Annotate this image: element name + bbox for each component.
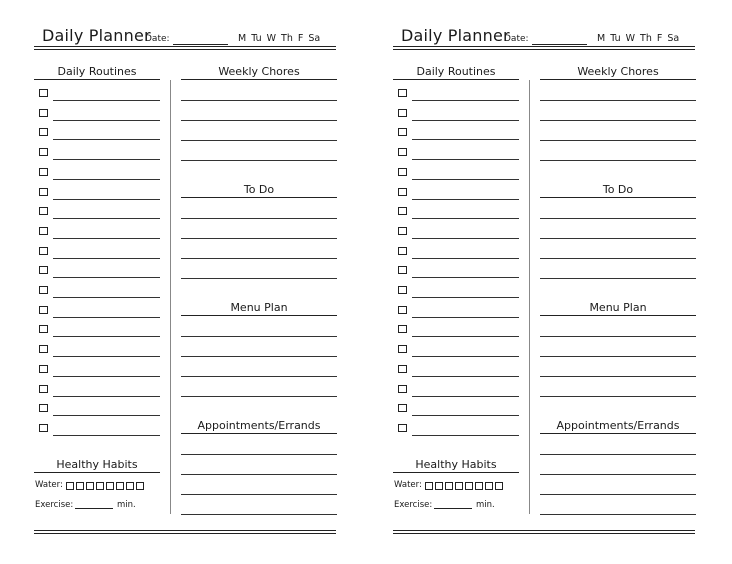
routine-checkbox[interactable] <box>398 404 407 412</box>
routine-write-line[interactable] <box>53 376 160 377</box>
section-rule <box>34 79 160 80</box>
routine-checkbox[interactable] <box>398 148 407 156</box>
water-checkbox[interactable] <box>96 482 104 490</box>
routine-checkbox[interactable] <box>39 227 48 235</box>
routine-checkbox[interactable] <box>39 365 48 373</box>
water-checkbox[interactable] <box>435 482 443 490</box>
write-line[interactable] <box>540 140 696 141</box>
routine-write-line[interactable] <box>53 277 160 278</box>
header-double-rule <box>393 46 695 50</box>
write-line[interactable] <box>181 474 337 475</box>
exercise-label: Exercise: <box>35 500 74 510</box>
water-label: Water: <box>394 480 422 490</box>
water-checkbox[interactable] <box>116 482 124 490</box>
write-line[interactable] <box>181 376 337 377</box>
section-rule <box>34 472 160 473</box>
routine-checkbox[interactable] <box>39 148 48 156</box>
routine-write-line[interactable] <box>53 139 160 140</box>
header-double-rule <box>34 46 336 50</box>
routine-checkbox[interactable] <box>39 385 48 393</box>
exercise-unit: min. <box>476 500 495 510</box>
write-line[interactable] <box>540 376 696 377</box>
weekday-selector[interactable]: M Tu W Th F Sa <box>597 33 680 44</box>
routine-checkbox[interactable] <box>398 424 407 432</box>
routine-write-line[interactable] <box>412 218 519 219</box>
routine-checkbox[interactable] <box>39 345 48 353</box>
weekday-selector[interactable]: M Tu W Th F Sa <box>238 33 321 44</box>
date-field[interactable] <box>532 44 587 45</box>
routine-checkbox[interactable] <box>39 286 48 294</box>
routine-write-line[interactable] <box>53 356 160 357</box>
routine-checkbox[interactable] <box>398 247 407 255</box>
write-line[interactable] <box>540 160 696 161</box>
routine-write-line[interactable] <box>412 179 519 180</box>
section-heading-healthy-habits: Healthy Habits <box>56 458 138 471</box>
routine-checkbox[interactable] <box>39 424 48 432</box>
water-checkbox[interactable] <box>485 482 493 490</box>
water-checkbox[interactable] <box>76 482 84 490</box>
routine-write-line[interactable] <box>412 435 519 436</box>
routine-checkbox[interactable] <box>398 227 407 235</box>
date-field[interactable] <box>173 44 228 45</box>
routine-write-line[interactable] <box>53 336 160 337</box>
routine-checkbox[interactable] <box>398 325 407 333</box>
section-rule <box>393 79 519 80</box>
routine-checkbox[interactable] <box>39 128 48 136</box>
routine-checkbox[interactable] <box>39 109 48 117</box>
routine-checkbox[interactable] <box>398 365 407 373</box>
write-line[interactable] <box>181 238 337 239</box>
routine-write-line[interactable] <box>53 120 160 121</box>
write-line[interactable] <box>540 514 696 515</box>
water-checkbox[interactable] <box>455 482 463 490</box>
section-rule <box>540 433 696 434</box>
water-checkbox[interactable] <box>465 482 473 490</box>
write-line[interactable] <box>181 336 337 337</box>
routine-checkbox[interactable] <box>398 345 407 353</box>
write-line[interactable] <box>181 140 337 141</box>
routine-checkbox[interactable] <box>398 266 407 274</box>
section-heading-daily-routines: Daily Routines <box>416 65 496 78</box>
routine-write-line[interactable] <box>412 120 519 121</box>
routine-write-line[interactable] <box>53 159 160 160</box>
exercise-label: Exercise: <box>394 500 433 510</box>
section-rule <box>393 472 519 473</box>
routine-write-line[interactable] <box>412 159 519 160</box>
routine-write-line[interactable] <box>412 317 519 318</box>
routine-checkbox[interactable] <box>39 266 48 274</box>
date-label: Date: <box>145 34 170 44</box>
routine-write-line[interactable] <box>53 415 160 416</box>
routine-checkbox[interactable] <box>398 109 407 117</box>
section-rule <box>181 197 337 198</box>
column-divider <box>170 80 171 514</box>
section-heading-menu-plan: Menu Plan <box>230 301 288 314</box>
write-line[interactable] <box>540 474 696 475</box>
routine-write-line[interactable] <box>412 396 519 397</box>
routine-checkbox[interactable] <box>398 89 407 97</box>
section-heading-to-do: To Do <box>602 183 634 196</box>
date-label: Date: <box>504 34 529 44</box>
write-line[interactable] <box>181 396 337 397</box>
routine-checkbox[interactable] <box>398 188 407 196</box>
section-heading-appointments-errands: Appointments/Errands <box>556 419 680 432</box>
water-checkbox[interactable] <box>425 482 433 490</box>
write-line[interactable] <box>540 258 696 259</box>
page-title: Daily Planner <box>42 26 151 45</box>
write-line[interactable] <box>540 356 696 357</box>
section-heading-to-do: To Do <box>243 183 275 196</box>
section-heading-weekly-chores: Weekly Chores <box>577 65 659 78</box>
routine-write-line[interactable] <box>412 297 519 298</box>
routine-write-line[interactable] <box>53 179 160 180</box>
footer-double-rule <box>393 530 695 534</box>
section-rule <box>540 79 696 80</box>
write-line[interactable] <box>181 218 337 219</box>
exercise-unit: min. <box>117 500 136 510</box>
section-heading-weekly-chores: Weekly Chores <box>218 65 300 78</box>
write-line[interactable] <box>540 218 696 219</box>
water-checkbox[interactable] <box>126 482 134 490</box>
routine-write-line[interactable] <box>412 356 519 357</box>
write-line[interactable] <box>181 258 337 259</box>
routine-write-line[interactable] <box>412 376 519 377</box>
write-line[interactable] <box>181 454 337 455</box>
section-rule <box>540 315 696 316</box>
write-line[interactable] <box>181 494 337 495</box>
routine-checkbox[interactable] <box>398 207 407 215</box>
water-checkbox[interactable] <box>136 482 144 490</box>
section-rule <box>540 197 696 198</box>
water-checkbox[interactable] <box>86 482 94 490</box>
write-line[interactable] <box>181 356 337 357</box>
routine-checkbox[interactable] <box>39 89 48 97</box>
water-checkbox[interactable] <box>495 482 503 490</box>
section-heading-appointments-errands: Appointments/Errands <box>197 419 321 432</box>
section-heading-daily-routines: Daily Routines <box>57 65 137 78</box>
section-heading-menu-plan: Menu Plan <box>589 301 647 314</box>
routine-checkbox[interactable] <box>398 286 407 294</box>
write-line[interactable] <box>540 454 696 455</box>
write-line[interactable] <box>540 100 696 101</box>
water-checkbox[interactable] <box>106 482 114 490</box>
planner-page-left <box>30 0 340 564</box>
section-rule <box>181 315 337 316</box>
routine-checkbox[interactable] <box>39 306 48 314</box>
routine-write-line[interactable] <box>412 238 519 239</box>
routine-checkbox[interactable] <box>398 385 407 393</box>
routine-checkbox[interactable] <box>39 325 48 333</box>
routine-write-line[interactable] <box>53 218 160 219</box>
write-line[interactable] <box>540 120 696 121</box>
write-line[interactable] <box>181 160 337 161</box>
routine-write-line[interactable] <box>412 100 519 101</box>
write-line[interactable] <box>540 238 696 239</box>
exercise-minutes-field[interactable] <box>75 508 113 509</box>
write-line[interactable] <box>540 278 696 279</box>
routine-write-line[interactable] <box>53 396 160 397</box>
write-line[interactable] <box>181 120 337 121</box>
exercise-minutes-field[interactable] <box>434 508 472 509</box>
routine-checkbox[interactable] <box>39 247 48 255</box>
planner-page-right <box>389 0 699 564</box>
footer-double-rule <box>34 530 336 534</box>
routine-checkbox[interactable] <box>398 168 407 176</box>
routine-write-line[interactable] <box>53 435 160 436</box>
routine-checkbox[interactable] <box>39 188 48 196</box>
section-rule <box>181 433 337 434</box>
write-line[interactable] <box>181 100 337 101</box>
routine-write-line[interactable] <box>53 238 160 239</box>
column-divider <box>529 80 530 514</box>
write-line[interactable] <box>181 278 337 279</box>
write-line[interactable] <box>540 336 696 337</box>
routine-write-line[interactable] <box>412 277 519 278</box>
routine-write-line[interactable] <box>53 100 160 101</box>
write-line[interactable] <box>181 514 337 515</box>
routine-write-line[interactable] <box>53 317 160 318</box>
routine-checkbox[interactable] <box>39 168 48 176</box>
routine-write-line[interactable] <box>53 297 160 298</box>
routine-write-line[interactable] <box>412 199 519 200</box>
section-rule <box>181 79 337 80</box>
water-checkbox[interactable] <box>66 482 74 490</box>
section-heading-healthy-habits: Healthy Habits <box>415 458 497 471</box>
routine-checkbox[interactable] <box>398 306 407 314</box>
routine-write-line[interactable] <box>412 415 519 416</box>
write-line[interactable] <box>540 494 696 495</box>
routine-checkbox[interactable] <box>398 128 407 136</box>
routine-checkbox[interactable] <box>39 404 48 412</box>
routine-write-line[interactable] <box>53 199 160 200</box>
water-checkbox[interactable] <box>445 482 453 490</box>
routine-write-line[interactable] <box>412 336 519 337</box>
routine-write-line[interactable] <box>412 258 519 259</box>
routine-write-line[interactable] <box>412 139 519 140</box>
water-label: Water: <box>35 480 63 490</box>
write-line[interactable] <box>540 396 696 397</box>
page-title: Daily Planner <box>401 26 510 45</box>
water-checkbox[interactable] <box>475 482 483 490</box>
routine-write-line[interactable] <box>53 258 160 259</box>
routine-checkbox[interactable] <box>39 207 48 215</box>
